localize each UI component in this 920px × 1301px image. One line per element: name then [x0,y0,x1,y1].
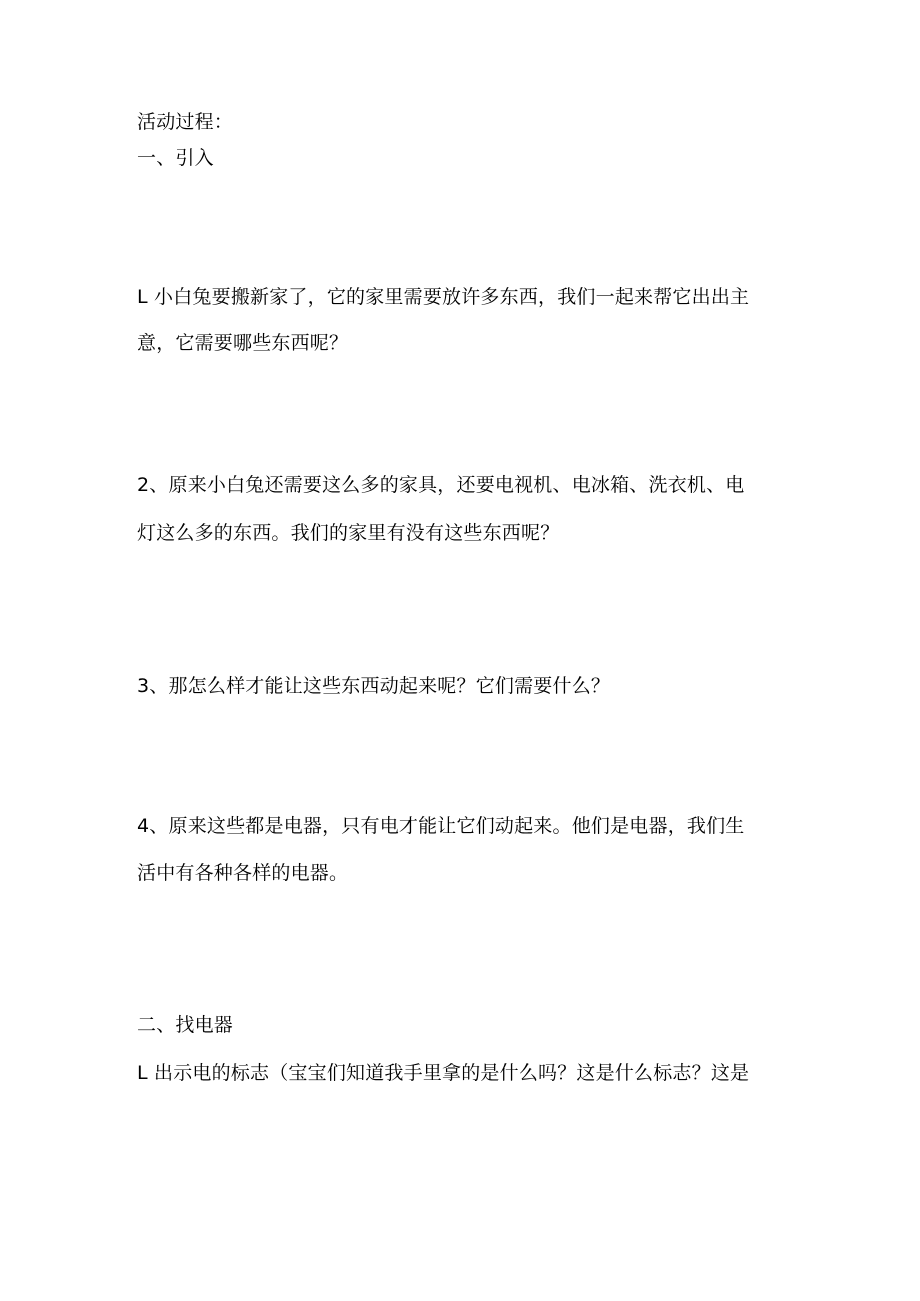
item-1-line-1: L 小白兔要搬新家了，它的家里需要放许多东西，我们一起来帮它出出主 [137,286,750,308]
section-1-title: 一、引入 [137,147,214,169]
item-4-line-2: 活中有各种各样的电器。 [137,862,349,884]
section-2-title: 二、找电器 [137,1014,234,1036]
item-2-line-1: 2、原来小白兔还需要这么多的家具，还要电视机、电冰箱、洗衣机、电 [137,474,745,496]
section-2-item-1-line-1: L 出示电的标志（宝宝们知道我手里拿的是什么吗？这是什么标志？这是 [137,1062,750,1084]
item-2-line-2: 灯这么多的东西。我们的家里有没有这些东西呢？ [137,522,560,544]
item-3-line-1: 3、那怎么样才能让这些东西动起来呢？它们需要什么？ [137,675,611,697]
item-1-line-2: 意，它需要哪些东西呢？ [137,332,349,354]
item-4-line-1: 4、原来这些都是电器，只有电才能让它们动起来。他们是电器，我们生 [137,815,745,837]
activity-heading: 活动过程： [137,111,234,133]
